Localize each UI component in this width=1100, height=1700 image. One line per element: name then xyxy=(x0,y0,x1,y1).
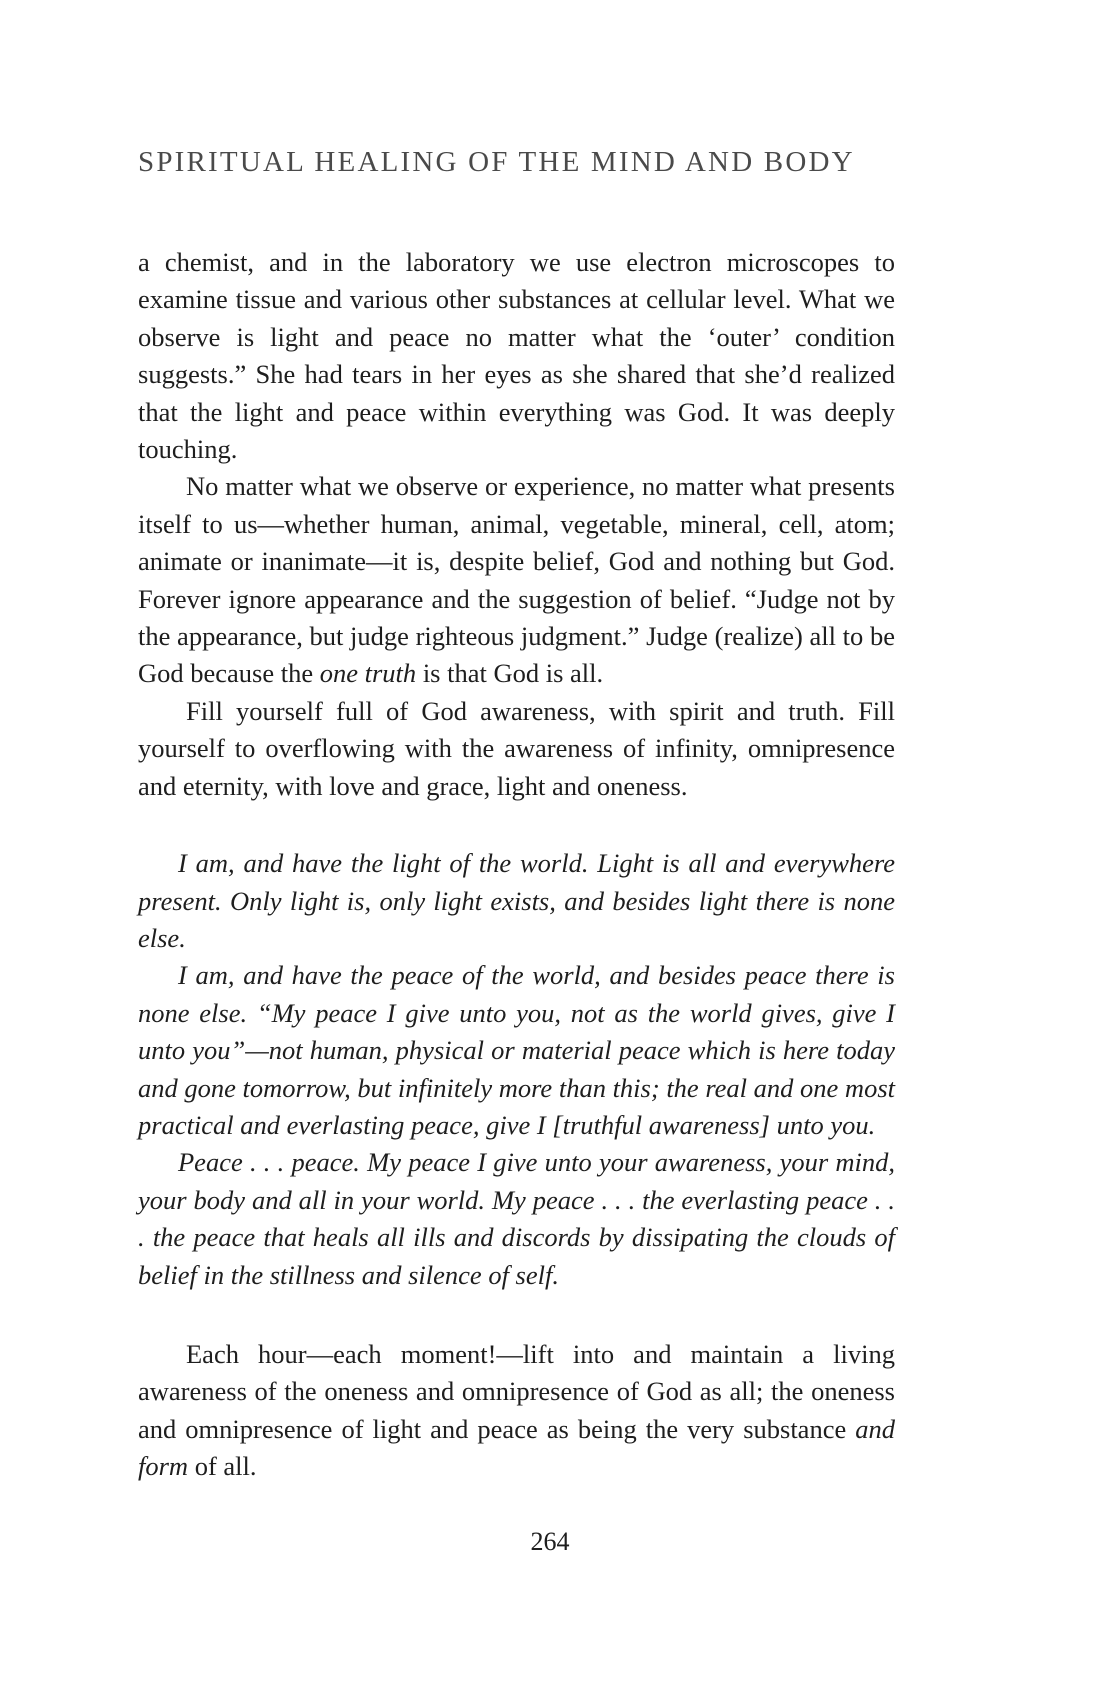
quote-paragraph-1: I am, and have the light of the world. Light is all and everywhere present. Only light is, only light exists, and besides light there is none else. xyxy=(138,848,895,953)
paragraph-4-emphasis: and form xyxy=(138,1413,895,1482)
paragraph-4-text: Each hour—each moment!—lift into and maintain a living awareness of the oneness and omnipresence of God as all; the oneness and omnipresence of light and peace as being the very substance xyxy=(138,1338,895,1444)
paragraph-2-text: No matter what we observe or experience, no matter what presents itself to us—whether human, animal, vegetable, mineral, cell, atom; animate or inanimate—it is, despite belief, God and nothing but God. Forever ignore appearance and the suggestion of belief. “Judge not by the appearance, but judge righteous judgment.” Judge (realize) all to be God because the xyxy=(138,471,895,689)
paragraph-2-text-end: is that God is all. xyxy=(422,658,604,689)
page-body xyxy=(138,244,895,1486)
paragraph-1: a chemist, and in the laboratory we use electron microscopes to examine tissue and various other substances at cellular level. What we observe is light and peace no matter what the ‘outer’ condition suggests.” She had tears in her eyes as she shared that she’d realized that the light and peace within everything was God. It was deeply touching. xyxy=(138,247,895,465)
paragraph-4-text-end: of all. xyxy=(194,1451,257,1482)
page-number: 264 xyxy=(530,1527,570,1556)
running-header: SPIRITUAL HEALING OF THE MIND AND BODY xyxy=(138,146,855,178)
paragraph-2-emphasis: one truth xyxy=(319,658,417,689)
quote-paragraph-3: Peace . . . peace. My peace I give unto your awareness, your mind, your body and all in your world. My peace . . . the everlasting peace . . . the peace that heals all ills and discords by dissipating the clouds of belief in the stillness and silence of self. xyxy=(138,1147,895,1290)
paragraph-2 xyxy=(138,468,895,692)
italic-quotation xyxy=(138,845,895,1294)
quote-paragraph-2: I am, and have the peace of the world, and besides peace there is none else. “My peace I give unto you, not as the world gives, give I unto you”—not human, physical or material peace which is here today and gone tomorrow, but infinitely more than this; the real and one most practical and everlasting peace, give I [truthful awareness] unto you. xyxy=(138,960,895,1140)
paragraph-3: Fill yourself full of God awareness, with spirit and truth. Fill yourself to overflowing with the awareness of infinity, omnipresence and eternity, with love and grace, light and oneness. xyxy=(138,695,895,801)
paragraph-4 xyxy=(138,1336,895,1486)
